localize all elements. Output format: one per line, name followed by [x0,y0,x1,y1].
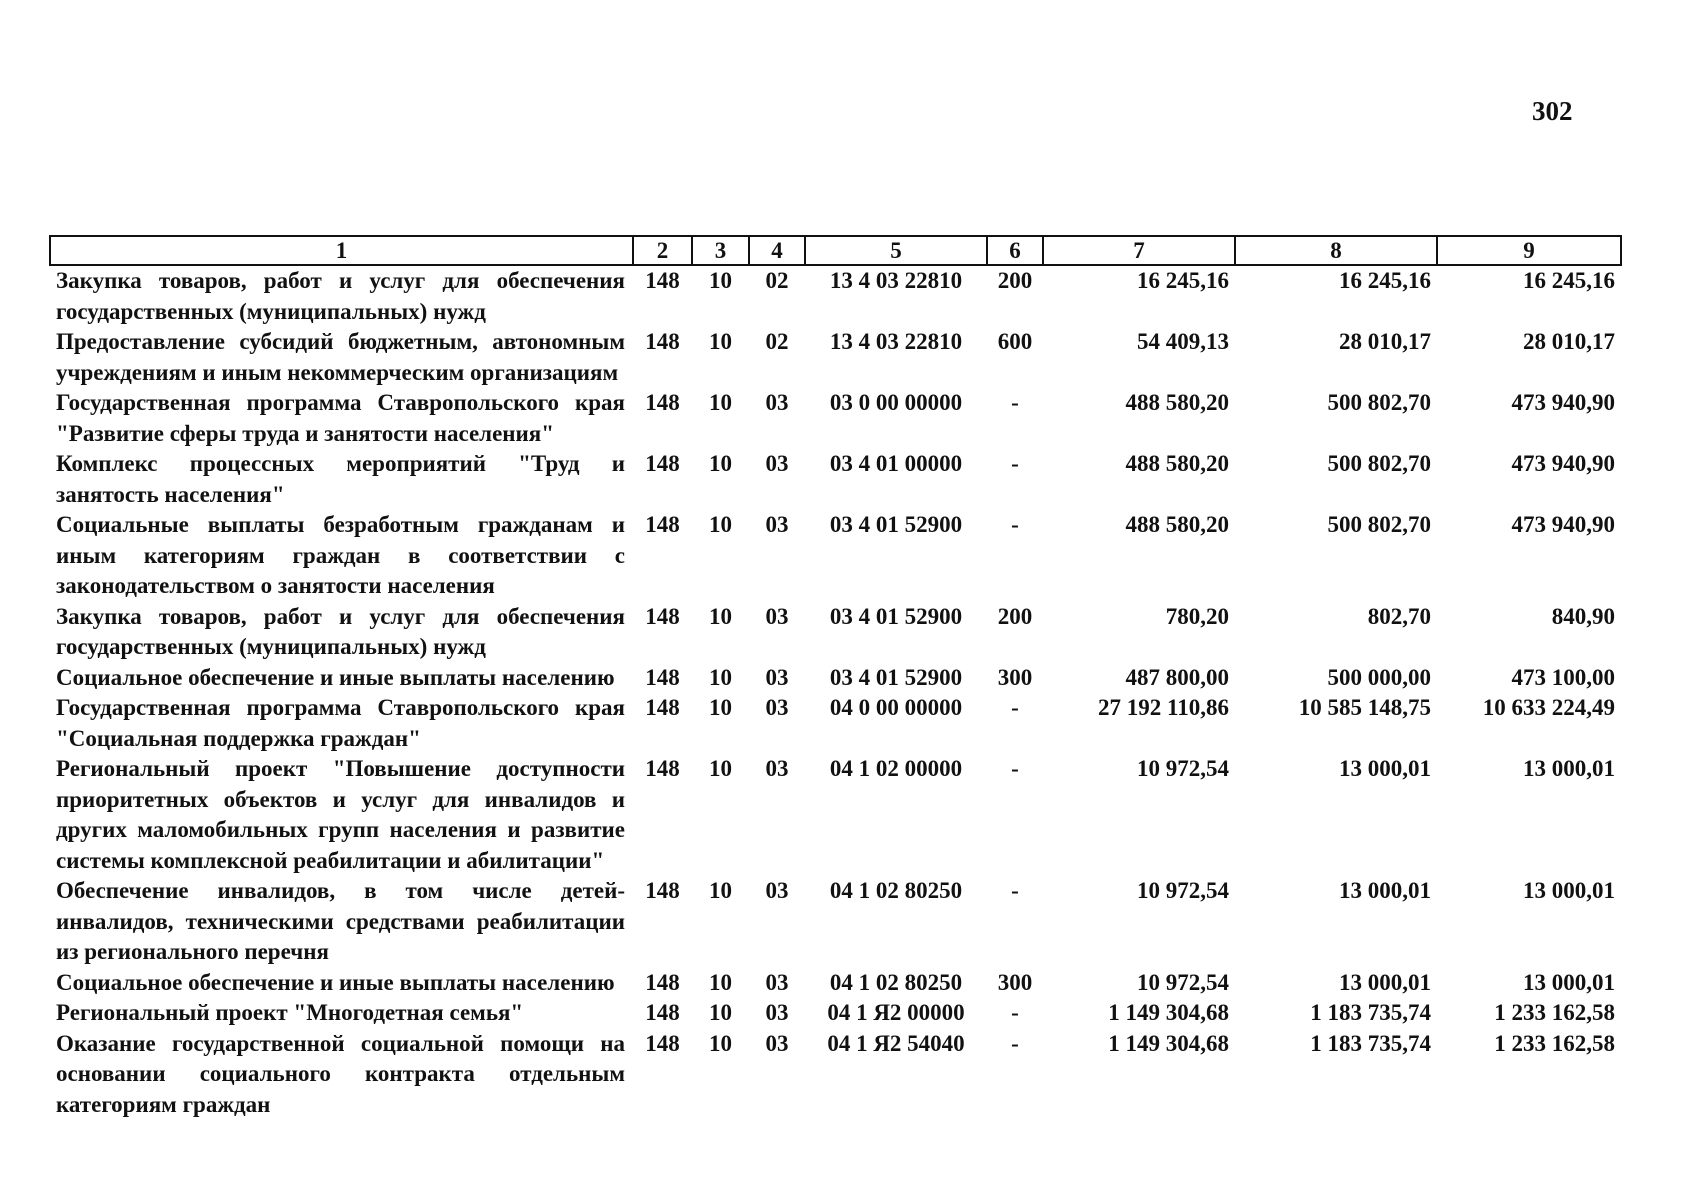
table-row [50,663,1621,694]
col9-amount-cell: 473 940,90 [1511,390,1615,415]
col6-cell: - [1011,695,1019,720]
col3-cell: 10 [709,878,732,903]
col8-amount-cell: 16 245,16 [1339,268,1431,293]
col7-amount-cell: 10 972,54 [1137,756,1229,781]
col3-cell: 10 [709,603,732,629]
col9-amount-cell: 16 245,16 [1523,268,1615,293]
col5-cell: 04 1 02 80250 [829,878,963,903]
col4-cell: 03 [765,695,789,720]
col6-cell: - [1011,512,1019,537]
col3-cell: 10 [709,268,732,293]
col8-amount-cell: 1 183 735,74 [1310,1030,1431,1056]
item-name-cell: Предоставление субсидий бюджетным, автономным учреждениям и иным некоммерческим организациям [56,329,625,385]
col8-amount-cell: 500 802,70 [1327,451,1431,476]
col4-cell: 03 [765,969,789,995]
column-header: 8 [1235,236,1437,265]
item-name-cell: Социальные выплаты безработным гражданам и иным категориям граждан в соответствии с законодательством о занятости населения [56,512,625,598]
col5-cell: 04 0 00 00000 [829,695,963,720]
col2-cell: 148 [645,512,680,537]
col9-amount-cell: 840,90 [1551,603,1615,629]
table-row [50,265,1621,327]
col5-cell: 03 4 01 52900 [829,664,963,690]
col8-amount-cell: 10 585 148,75 [1298,695,1431,720]
col8-amount-cell: 802,70 [1367,603,1431,629]
col4-cell: 03 [765,1000,789,1025]
col2-cell: 148 [645,1000,680,1025]
col8-amount-cell: 13 000,01 [1339,969,1431,995]
col8-amount-cell: 1 183 735,74 [1310,1000,1431,1025]
col6-cell: - [1011,1000,1019,1025]
item-name-cell: Оказание государственной социальной помощи на основании социального контракта отдельным категориям граждан [56,1030,625,1117]
page-number: 302 [1532,96,1573,126]
col4-cell: 03 [765,756,789,781]
col4-cell: 03 [765,878,789,903]
column-header: 7 [1043,236,1235,265]
col3-cell: 10 [709,451,732,476]
col9-amount-cell: 13 000,01 [1523,756,1615,781]
col8-amount-cell: 500 802,70 [1327,512,1431,537]
col7-amount-cell: 487 800,00 [1125,664,1229,690]
col2-cell: 148 [645,664,680,690]
col9-amount-cell: 473 940,90 [1511,512,1615,537]
col5-cell: 03 0 00 00000 [829,390,963,415]
col7-amount-cell: 488 580,20 [1125,512,1229,537]
table-row [50,754,1621,876]
table-row [50,693,1621,754]
col9-amount-cell: 13 000,01 [1523,878,1615,903]
col3-cell: 10 [709,1000,732,1025]
col2-cell: 148 [645,756,680,781]
column-header: 6 [987,236,1043,265]
col5-cell: 04 1 Я2 54040 [827,1030,965,1056]
col9-amount-cell: 473 100,00 [1511,664,1615,690]
col4-cell: 03 [765,664,789,690]
col8-amount-cell: 13 000,01 [1339,878,1431,903]
column-header: 5 [805,236,987,265]
table-row [50,510,1621,602]
col6-cell: 300 [997,664,1033,690]
col2-cell: 148 [645,695,680,720]
table-header-row [50,236,1621,265]
table-row [50,1029,1621,1121]
table-row [50,449,1621,510]
col7-amount-cell: 488 580,20 [1125,390,1229,415]
table-row [50,388,1621,449]
col5-cell: 13 4 03 22810 [829,268,963,293]
col7-amount-cell: 10 972,54 [1137,878,1229,903]
col2-cell: 148 [645,390,680,415]
col7-amount-cell: 54 409,13 [1137,329,1229,354]
table-row [50,602,1621,663]
column-header: 9 [1437,236,1621,265]
column-header: 4 [749,236,805,265]
column-header: 1 [50,236,633,265]
table-row [50,998,1621,1029]
item-name-cell: Обеспечение инвалидов, в том числе детей-инвалидов, техническими средствами реабилитации из регионального перечня [56,878,625,964]
col3-cell: 10 [709,969,732,995]
col3-cell: 10 [709,695,732,720]
column-header: 3 [692,236,749,265]
col5-cell: 04 1 02 80250 [829,969,963,995]
col6-cell: - [1011,1030,1019,1056]
col7-amount-cell: 488 580,20 [1125,451,1229,476]
col2-cell: 148 [645,603,680,629]
col6-cell: 200 [997,603,1033,629]
budget-table [49,235,1622,1120]
col4-cell: 02 [765,329,789,354]
table-row [50,876,1621,968]
item-name-cell: Государственная программа Ставропольского края "Развитие сферы труда и занятости населения" [56,390,625,446]
item-name-cell: Закупка товаров, работ и услуг для обеспечения государственных (муниципальных) нужд [56,268,625,324]
col4-cell: 03 [765,603,789,629]
col3-cell: 10 [709,664,732,690]
item-name-cell: Закупка товаров, работ и услуг для обеспечения государственных (муниципальных) нужд [56,603,625,659]
col3-cell: 10 [709,756,732,781]
table-row [50,327,1621,388]
col4-cell: 03 [765,451,789,476]
col5-cell: 04 1 Я2 00000 [827,1000,965,1025]
col5-cell: 03 4 01 52900 [829,512,963,537]
item-name-cell: Региональный проект "Многодетная семья" [56,1000,524,1025]
col8-amount-cell: 13 000,01 [1339,756,1431,781]
col9-amount-cell: 1 233 162,58 [1494,1000,1615,1025]
col7-amount-cell: 16 245,16 [1137,268,1229,293]
col7-amount-cell: 27 192 110,86 [1098,695,1229,720]
col5-cell: 03 4 01 52900 [829,603,963,629]
table-body [50,265,1621,1120]
col9-amount-cell: 13 000,01 [1523,969,1615,995]
col2-cell: 148 [645,268,680,293]
col4-cell: 03 [765,1030,789,1056]
item-name-cell: Комплекс процессных мероприятий "Труд и занятость населения" [56,451,625,507]
col6-cell: 300 [997,969,1033,995]
col5-cell: 04 1 02 00000 [829,756,963,781]
col6-cell: 600 [997,329,1033,354]
col6-cell: - [1011,451,1019,476]
col6-cell: 200 [997,268,1033,293]
item-name-cell: Социальное обеспечение и иные выплаты населению [56,664,615,690]
col3-cell: 10 [709,512,732,537]
col9-amount-cell: 28 010,17 [1523,329,1615,354]
col9-amount-cell: 473 940,90 [1511,451,1615,476]
column-header: 2 [633,236,692,265]
col9-amount-cell: 10 633 224,49 [1482,695,1615,720]
col2-cell: 148 [645,1030,680,1056]
col6-cell: - [1011,878,1019,903]
col3-cell: 10 [709,390,732,415]
table-row [50,968,1621,999]
col7-amount-cell: 1 149 304,68 [1108,1030,1229,1056]
item-name-cell: Социальное обеспечение и иные выплаты населению [56,969,615,995]
item-name-cell: Государственная программа Ставропольского края "Социальная поддержка граждан" [56,695,625,751]
col5-cell: 13 4 03 22810 [829,329,963,354]
col3-cell: 10 [709,1030,732,1056]
item-name-cell: Региональный проект "Повышение доступности приоритетных объектов и услуг для инвалидов и других маломобильных групп населения и развитие системы комплексной реабилитации и абилитации" [56,756,625,873]
col7-amount-cell: 10 972,54 [1137,969,1229,995]
col7-amount-cell: 780,20 [1165,603,1229,629]
col4-cell: 02 [765,268,789,293]
col2-cell: 148 [645,969,680,995]
col4-cell: 03 [765,390,789,415]
col7-amount-cell: 1 149 304,68 [1108,1000,1229,1025]
col8-amount-cell: 28 010,17 [1339,329,1431,354]
col2-cell: 148 [645,329,680,354]
col3-cell: 10 [709,329,732,354]
col2-cell: 148 [645,878,680,903]
col8-amount-cell: 500 000,00 [1327,664,1431,690]
col9-amount-cell: 1 233 162,58 [1494,1030,1615,1056]
col6-cell: - [1011,390,1019,415]
col6-cell: - [1011,756,1019,781]
col5-cell: 03 4 01 00000 [829,451,963,476]
col8-amount-cell: 500 802,70 [1327,390,1431,415]
col2-cell: 148 [645,451,680,476]
col4-cell: 03 [765,512,789,537]
